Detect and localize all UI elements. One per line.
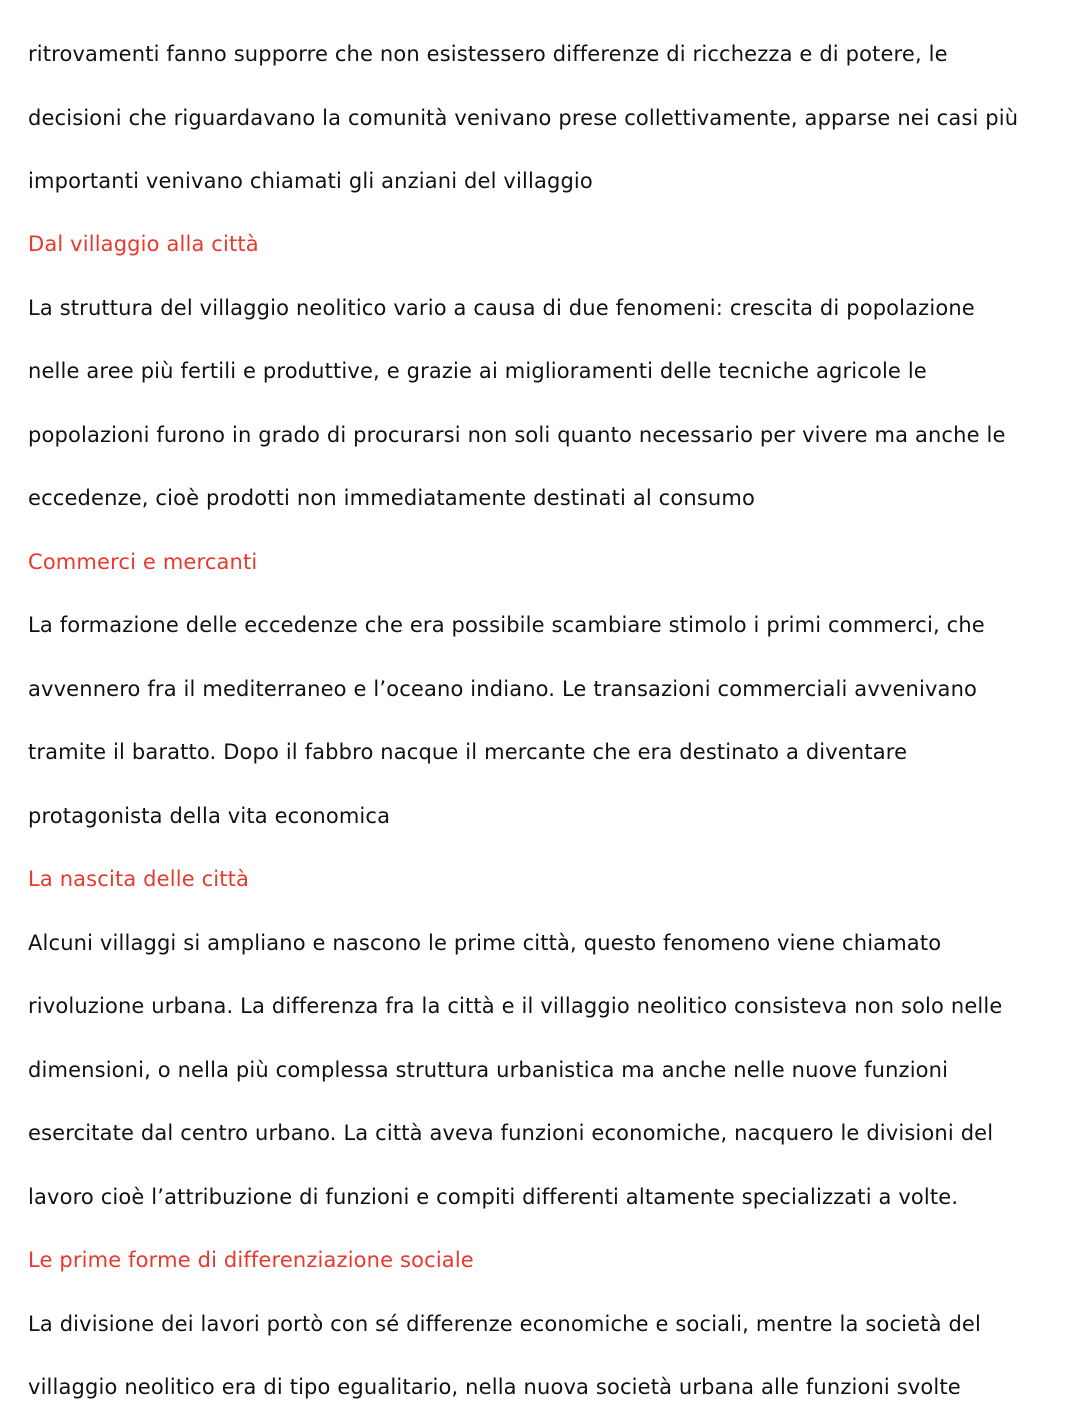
body-line: rivoluzione urbana. La differenza fra la città e il villaggio neolitico consisteva non solo nelle xyxy=(28,994,1003,1018)
body-line: tramite il baratto. Dopo il fabbro nacque il mercante che era destinato a diventare xyxy=(28,740,908,764)
body-line: importanti venivano chiamati gli anziani del villaggio xyxy=(28,169,593,193)
body-line: La divisione dei lavori portò con sé differenze economiche e sociali, mentre la società del xyxy=(28,1312,981,1336)
section-heading: Le prime forme di differenziazione sociale xyxy=(28,1248,474,1272)
body-line: protagonista della vita economica xyxy=(28,804,391,828)
body-line: ritrovamenti fanno supporre che non esistessero differenze di ricchezza e di potere, le xyxy=(28,42,948,66)
body-line: lavoro cioè l’attribuzione di funzioni e compiti differenti altamente specializzati a volte. xyxy=(28,1185,959,1209)
body-line: La formazione delle eccedenze che era possibile scambiare stimolo i primi commerci, che xyxy=(28,613,985,637)
body-line: villaggio neolitico era di tipo egualitario, nella nuova società urbana alle funzioni svolte xyxy=(28,1375,961,1399)
section-heading: Dal villaggio alla città xyxy=(28,232,259,256)
body-line: Alcuni villaggi si ampliano e nascono le prime città, questo fenomeno viene chiamato xyxy=(28,931,942,955)
body-line: popolazioni furono in grado di procurarsi non soli quanto necessario per vivere ma anche le xyxy=(28,423,1006,447)
body-line: dimensioni, o nella più complessa struttura urbanistica ma anche nelle nuove funzioni xyxy=(28,1058,949,1082)
body-line: avvennero fra il mediterraneo e l’oceano indiano. Le transazioni commerciali avvenivano xyxy=(28,677,978,701)
body-line: esercitate dal centro urbano. La città aveva funzioni economiche, nacquero le divisioni del xyxy=(28,1121,994,1145)
body-line: eccedenze, cioè prodotti non immediatamente destinati al consumo xyxy=(28,486,755,510)
section-heading: Commerci e mercanti xyxy=(28,550,258,574)
section-heading: La nascita delle città xyxy=(28,867,250,891)
body-line: nelle aree più fertili e produttive, e grazie ai miglioramenti delle tecniche agricole le xyxy=(28,359,927,383)
body-line: La struttura del villaggio neolitico vario a causa di due fenomeni: crescita di popolazione xyxy=(28,296,975,320)
body-line: decisioni che riguardavano la comunità venivano prese collettivamente, apparse nei casi più xyxy=(28,106,1019,130)
